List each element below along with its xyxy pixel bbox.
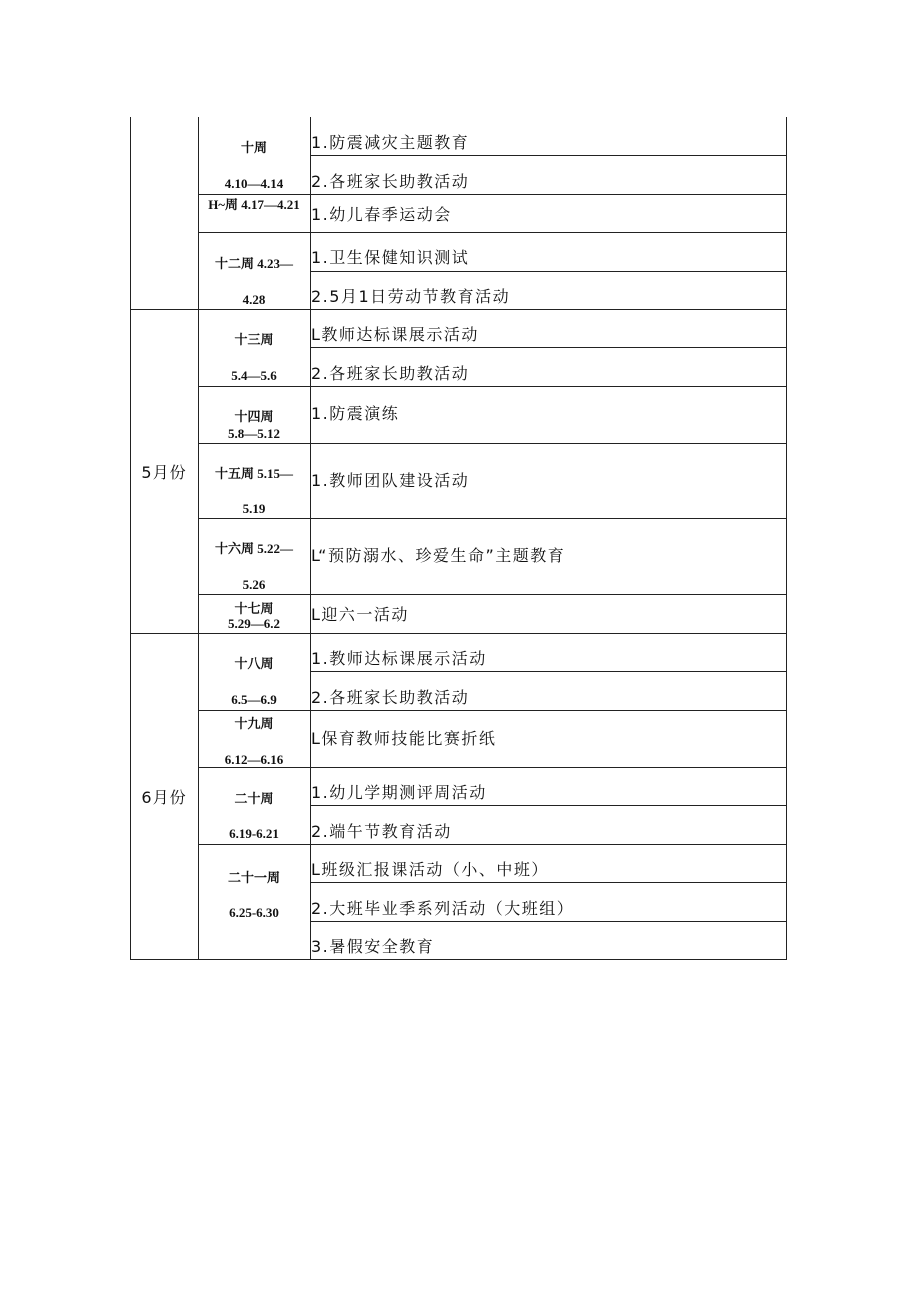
activity-cell: 3.暑假安全教育: [311, 937, 435, 956]
week-dates: 6.19-6.21: [229, 826, 279, 841]
week-label: 十周: [240, 140, 267, 155]
week-dates: 5.26: [242, 577, 266, 592]
week-label: 十二周 4.23—: [214, 256, 293, 271]
week-label: 十三周: [234, 332, 274, 347]
week-cell: [198, 518, 310, 594]
week-cell: [198, 443, 310, 518]
week-cell: [198, 309, 310, 386]
week-cell: [198, 844, 310, 959]
activity-cell: 1.卫生保健知识测试: [311, 248, 470, 267]
week-label: 十九周: [234, 716, 274, 731]
table-border-right: [786, 117, 787, 959]
activity-cell: 1.幼儿春季运动会: [311, 204, 452, 224]
week-label: 十四周: [234, 409, 274, 424]
activity-cell: 2.各班家长助教活动: [311, 364, 470, 383]
activity-cell: 2.各班家长助教活动: [311, 688, 470, 707]
week-cell: [198, 117, 310, 194]
week-cell: [198, 767, 310, 844]
month-cell: 6月份: [141, 787, 187, 807]
week-dates: 6.5—6.9: [231, 692, 277, 707]
activity-cell: 2.各班家长助教活动: [311, 172, 470, 191]
week-dates: 6.25-6.30: [229, 905, 279, 920]
week-dates: 4.10—4.14: [224, 176, 284, 191]
activity-cell: L保育教师技能比赛折纸: [311, 729, 497, 748]
week-dates: 5.8—5.12: [228, 426, 280, 441]
week-label: H~周 4.17—4.21: [208, 197, 300, 212]
activity-cell: L“预防溺水、珍爱生命”主题教育: [311, 546, 566, 565]
week-dates: 5.29—6.2: [228, 616, 280, 631]
activity-cell: L班级汇报课活动（小、中班）: [311, 860, 549, 879]
month-cell: 5月份: [141, 462, 187, 482]
week-cell: [198, 194, 310, 232]
week-dates: 6.12—6.16: [224, 752, 284, 767]
activity-cell: 1.教师团队建设活动: [311, 471, 470, 490]
activity-cell: L迎六一活动: [311, 605, 409, 624]
activity-cell: 2.5月1日劳动节教育活动: [311, 287, 511, 306]
week-cell: [198, 710, 310, 767]
activity-cell: 1.教师达标课展示活动: [311, 649, 487, 668]
week-dates: 5.4—5.6: [231, 368, 277, 383]
week-label: 二十一周: [227, 870, 280, 885]
week-label: 十七周: [234, 601, 274, 616]
week-label: 十五周 5.15—: [214, 466, 293, 481]
week-label: 十八周: [234, 656, 274, 671]
week-dates: 4.28: [242, 292, 266, 307]
week-dates: 5.19: [242, 501, 266, 516]
activity-cell: 1.幼儿学期测评周活动: [311, 783, 487, 802]
activity-cell: 2.大班毕业季系列活动（大班组）: [311, 899, 575, 918]
activity-cell: 2.端午节教育活动: [311, 822, 452, 841]
activity-cell: 1.防震减灾主题教育: [311, 133, 470, 152]
week-label: 二十周: [234, 791, 274, 806]
week-cell: [198, 386, 310, 443]
week-label: 十六周 5.22—: [214, 541, 293, 556]
week-cell: [198, 232, 310, 309]
week-cell: [198, 594, 310, 633]
week-cell: [198, 633, 310, 710]
activity-cell: L教师达标课展示活动: [311, 325, 479, 344]
activity-cell: 1.防震演练: [311, 404, 400, 423]
